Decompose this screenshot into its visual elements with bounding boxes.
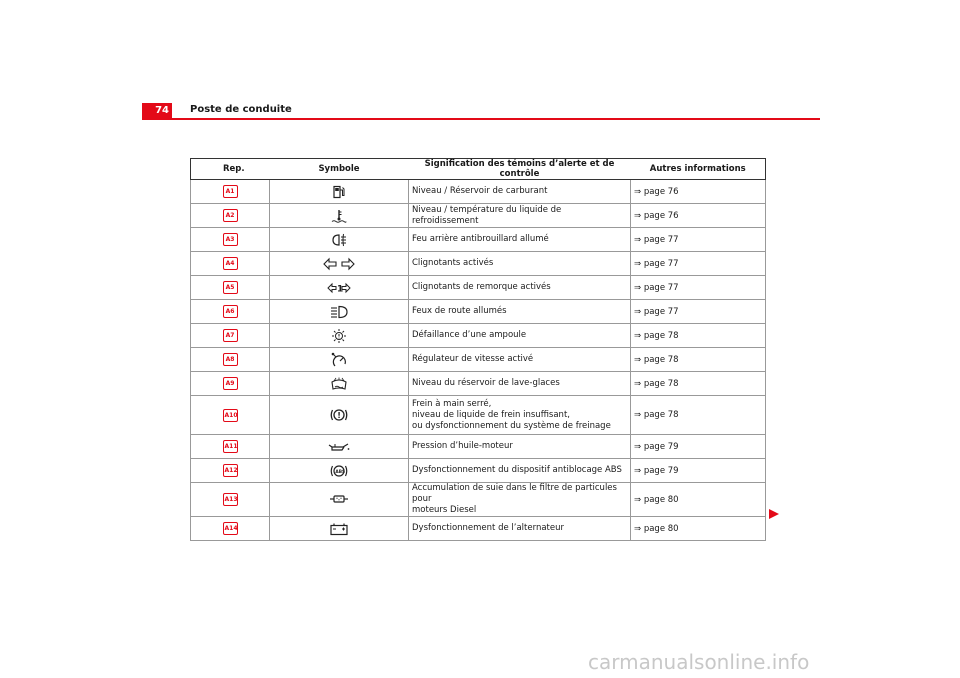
info-link[interactable]: ⇒ page 79 bbox=[631, 459, 766, 483]
table-row bbox=[191, 517, 766, 541]
fuel-pump-icon bbox=[332, 187, 346, 197]
abs-icon bbox=[329, 466, 349, 476]
ref-badge: A3 bbox=[223, 233, 238, 246]
section-title: Poste de conduite bbox=[190, 104, 292, 115]
ref-badge: A12 bbox=[223, 464, 238, 477]
turn-signals-icon bbox=[323, 259, 355, 269]
ref-badge: A9 bbox=[223, 377, 238, 390]
meaning-text: Défaillance d’une ampoule bbox=[409, 324, 631, 348]
ref-badge: A4 bbox=[223, 257, 238, 270]
meaning-text: Clignotants activés bbox=[409, 252, 631, 276]
ref-badge: A1 bbox=[223, 185, 238, 198]
meaning-text: Clignotants de remorque activés bbox=[409, 276, 631, 300]
table-row bbox=[191, 204, 766, 228]
table-row bbox=[191, 228, 766, 252]
coolant-temperature-icon bbox=[331, 211, 347, 221]
table-row bbox=[191, 180, 766, 204]
svg-text:!: ! bbox=[337, 411, 341, 420]
info-link[interactable]: ⇒ page 78 bbox=[631, 396, 766, 435]
table-row bbox=[191, 324, 766, 348]
column-header-meaning: Signification des témoins d’alerte et de contrôle bbox=[409, 159, 631, 180]
info-link[interactable]: ⇒ page 78 bbox=[631, 372, 766, 396]
meaning-text: Niveau / Réservoir de carburant bbox=[409, 180, 631, 204]
ref-badge: A6 bbox=[223, 305, 238, 318]
meaning-text: Régulateur de vitesse activé bbox=[409, 348, 631, 372]
ref-badge: A2 bbox=[223, 209, 238, 222]
info-link[interactable]: ⇒ page 76 bbox=[631, 180, 766, 204]
diesel-particulate-filter-icon bbox=[329, 495, 349, 505]
info-link[interactable]: ⇒ page 78 bbox=[631, 324, 766, 348]
table-row bbox=[191, 459, 766, 483]
info-link[interactable]: ⇒ page 79 bbox=[631, 435, 766, 459]
meaning-text: Niveau du réservoir de lave-glaces bbox=[409, 372, 631, 396]
meaning-text: Pression d’huile-moteur bbox=[409, 435, 631, 459]
brake-warning-icon bbox=[329, 411, 349, 421]
info-link[interactable]: ⇒ page 77 bbox=[631, 228, 766, 252]
ref-badge: A11 bbox=[223, 440, 238, 453]
table-row bbox=[191, 348, 766, 372]
info-link[interactable]: ⇒ page 77 bbox=[631, 300, 766, 324]
ref-badge: A13 bbox=[223, 493, 238, 506]
trailer-turn-signal-icon bbox=[327, 283, 351, 293]
ref-badge: A8 bbox=[223, 353, 238, 366]
meaning-text: Frein à main serré, niveau de liquide de frein insuffisant, ou dysfonctionnement du système de freinage bbox=[409, 396, 631, 435]
next-page-arrow-icon[interactable] bbox=[769, 509, 779, 519]
column-header-rep: Rep. bbox=[191, 159, 270, 180]
oil-pressure-icon bbox=[327, 442, 351, 452]
watermark: carmanualsonline.info bbox=[588, 650, 810, 674]
page-number: 74 bbox=[142, 103, 172, 118]
info-link[interactable]: ⇒ page 77 bbox=[631, 252, 766, 276]
high-beam-icon bbox=[330, 307, 348, 317]
table-row bbox=[191, 276, 766, 300]
svg-text:1: 1 bbox=[337, 284, 344, 294]
info-link[interactable]: ⇒ page 76 bbox=[631, 204, 766, 228]
battery-alternator-icon bbox=[329, 524, 349, 534]
column-header-info: Autres informations bbox=[631, 159, 766, 180]
table-row bbox=[191, 252, 766, 276]
meaning-text: Feu arrière antibrouillard allumé bbox=[409, 228, 631, 252]
cruise-control-icon bbox=[330, 355, 348, 365]
info-link[interactable]: ⇒ page 80 bbox=[631, 483, 766, 517]
info-link[interactable]: ⇒ page 77 bbox=[631, 276, 766, 300]
warning-lights-table bbox=[190, 158, 766, 541]
header-rule bbox=[142, 118, 820, 120]
rear-fog-light-icon bbox=[330, 235, 348, 245]
page-header bbox=[142, 103, 820, 119]
table-row bbox=[191, 396, 766, 435]
info-link[interactable]: ⇒ page 78 bbox=[631, 348, 766, 372]
washer-fluid-icon bbox=[330, 379, 348, 389]
meaning-text: Dysfonctionnement de l’alternateur bbox=[409, 517, 631, 541]
table-row bbox=[191, 300, 766, 324]
ref-badge: A10 bbox=[223, 409, 238, 422]
meaning-text: Niveau / température du liquide de refroidissement bbox=[409, 204, 631, 228]
info-link[interactable]: ⇒ page 80 bbox=[631, 517, 766, 541]
table-header-row bbox=[191, 159, 766, 180]
meaning-text: Feux de route allumés bbox=[409, 300, 631, 324]
table-row bbox=[191, 483, 766, 517]
svg-text:ABS: ABS bbox=[335, 469, 346, 475]
bulb-failure-icon bbox=[330, 331, 348, 341]
ref-badge: A5 bbox=[223, 281, 238, 294]
table-row bbox=[191, 435, 766, 459]
meaning-text: Accumulation de suie dans le filtre de particules pour moteurs Diesel bbox=[409, 483, 631, 517]
column-header-symbol: Symbole bbox=[270, 159, 409, 180]
ref-badge: A14 bbox=[223, 522, 238, 535]
table-row bbox=[191, 372, 766, 396]
ref-badge: A7 bbox=[223, 329, 238, 342]
meaning-text: Dysfonctionnement du dispositif antiblocage ABS bbox=[409, 459, 631, 483]
